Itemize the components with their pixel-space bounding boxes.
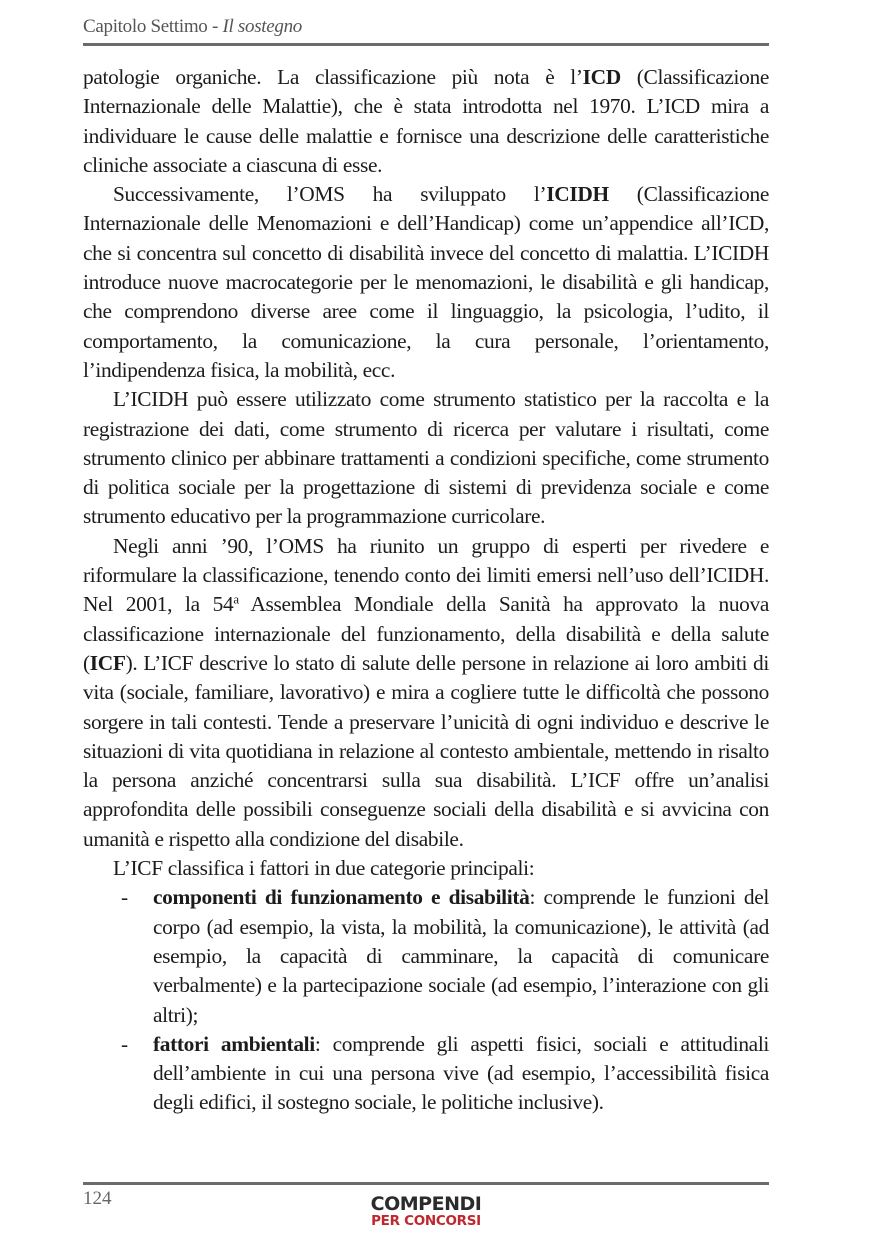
publisher-logo xyxy=(366,1195,486,1229)
text-span: ). L’ICF descrive lo stato di salute delle persone in relazione ai loro ambiti di vita (sociale, familiare, lavorativo) e mira a cogliere tutte le difficoltà che possono sorgere in tali contesti. Tende a preservare l’unicità di ogni individuo e descrive le situazioni di vita quotidiana in relazione al contesto ambientale, mettendo in risalto la persona anziché concentrarsi sulla sua disabilità. L’ICF offre un’analisi approfondita delle possibili conseguenze sociali della disabilità e si avvicina con umanità e rispetto alla condizione del disabile. xyxy=(83,650,769,851)
page-body xyxy=(83,63,769,1118)
text-span: L’ICIDH può essere utilizzato come strumento statistico per la raccolta e la registrazione dei dati, come strumento di ricerca per valutare i risultati, come strumento clinico per abbinare trattamenti a condizioni specifiche, come strumento di politica sociale per la progettazione di sistemi di previdenza sociale e come strumento educativo per la programmazione curricolare. xyxy=(83,387,769,529)
paragraph-icd xyxy=(83,63,769,180)
paragraph-icidh-uses xyxy=(83,385,769,531)
running-header xyxy=(83,16,769,38)
list-dash: - xyxy=(121,885,128,910)
text-span: Negli anni ’90, l’OMS ha riunito un gruppo di esperti per rivedere e riformulare la classificazione, tenendo conto dei limiti emersi nell’uso dell’ICIDH. Nel 2001, la 54 xyxy=(83,533,769,617)
category-list xyxy=(83,883,769,1117)
page-number: 124 xyxy=(83,1188,112,1209)
list-text: : comprende le funzioni del corpo (ad esempio, la vista, la mobilità, la comunicazione), le attività (ad esempio, la capacità di camminare, la capacità di comunicare verbalmente) e la partecipazione sociale (ad esempio, l’interazione con gli altri); xyxy=(153,885,770,1027)
list-dash: - xyxy=(121,1031,128,1056)
term-icf: ICF xyxy=(89,650,126,675)
text-span: Successivamente, l’OMS ha sviluppato l’ xyxy=(113,182,547,207)
term-icidh: ICIDH xyxy=(546,182,609,207)
list-item xyxy=(121,1030,769,1118)
ordinal-superscript: a xyxy=(233,592,239,607)
header-rule xyxy=(83,43,769,46)
logo-line-compendi: COMPENDI xyxy=(370,1193,482,1215)
text-span: Assemblea Mondiale della Sanità ha approvato la nuova classificazione internazionale del funzionamento, della disabilità e della salute ( xyxy=(83,592,769,675)
text-span: patologie organiche. La classificazione più nota è l’ xyxy=(83,65,583,89)
text-span: L’ICF classifica i fattori in due categorie principali: xyxy=(113,856,535,881)
text-span: (Classificazione Internazionale delle Malattie), che è stata introdotta nel 1970. L’ICD mira a individuare le cause delle malattie e fornisce una descrizione delle caratteristiche cliniche associate a ciascuna di esse. xyxy=(83,65,769,177)
list-term: componenti di funzionamento e disabilità xyxy=(153,885,530,910)
paragraph-icf xyxy=(83,532,769,854)
list-text: : comprende gli aspetti fisici, sociali e attitudinali dell’ambiente in cui una persona vive (ad esempio, l’accessibilità fisica degli edifici, il sostegno sociale, le politiche inclusive). xyxy=(153,1031,769,1115)
logo-line-per-concorsi: PER CONCORSI xyxy=(371,1213,481,1229)
list-item xyxy=(121,883,770,1029)
text-span: (Classificazione Internazionale delle Menomazioni e dell’Handicap) come un’appendice all’ICD, che si concentra sul concetto di disabilità invece del concetto di malattia. L’ICIDH introduce nuove macrocategorie per le menomazioni, le disabilità e gli handicap, che comprendono diverse aree come il linguaggio, la psicologia, l’udito, il comportamento, la comunicazione, la cura personale, l’orientamento, l’indipendenza fisica, la mobilità, ecc. xyxy=(83,182,769,382)
chapter-label: Capitolo Settimo - xyxy=(83,16,223,37)
paragraph-icf-categories xyxy=(83,854,769,883)
footer-rule xyxy=(83,1182,769,1185)
section-title: Il sostegno xyxy=(222,16,302,37)
term-icd: ICD xyxy=(582,65,621,89)
list-term: fattori ambientali xyxy=(153,1031,315,1056)
paragraph-icidh xyxy=(83,180,769,385)
